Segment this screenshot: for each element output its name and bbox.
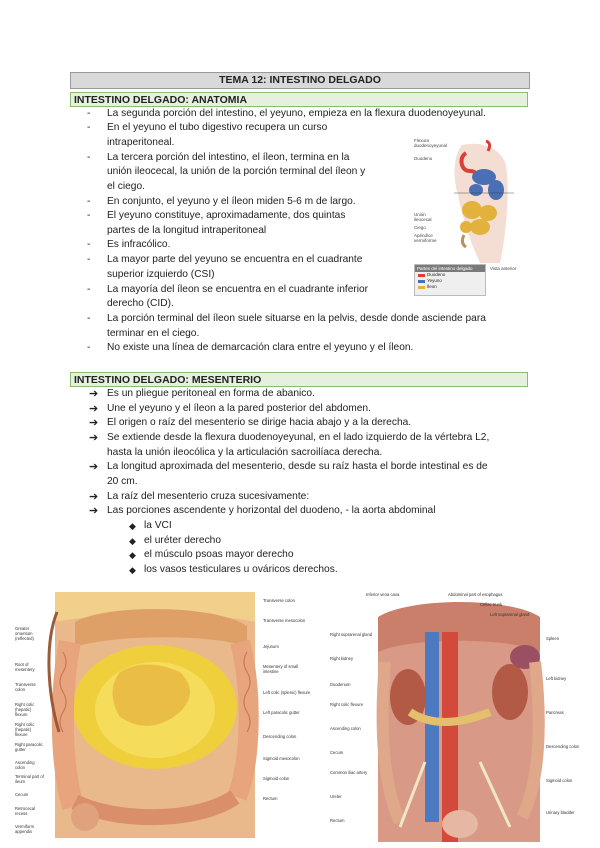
- illustration-label: Right kidney: [330, 656, 354, 661]
- illustration-label: Inferior vena cava: [366, 592, 400, 597]
- dash-bullet-icon: -: [87, 152, 91, 163]
- legend-item: Íleon: [415, 284, 485, 290]
- illustration-label: Left paracolic gutter: [263, 710, 300, 715]
- sub-list-item: ◆ el uréter derecho: [144, 534, 221, 548]
- illustration-label: Right colic flexure: [330, 702, 364, 707]
- list-item: ➔ Las porciones ascendente y horizontal del duodeno, - la aorta abdominal: [89, 505, 436, 517]
- legend-title: Partes del intestino delgado: [415, 265, 485, 272]
- section-heading-mesenterio: INTESTINO DELGADO: MESENTERIO: [70, 372, 528, 387]
- arrow-bullet-icon: ➔: [89, 491, 99, 503]
- illustration-label: Transverse colon: [263, 598, 295, 603]
- abdomen-illustration-left: [15, 592, 315, 838]
- illustration-label: Celiac trunk: [480, 602, 503, 607]
- abdomen-illustration-right: [330, 592, 592, 842]
- figure-label: Apéndice vermiforme: [414, 233, 437, 243]
- swatch-icon: [418, 286, 425, 289]
- illustration-label: Transverse mesocolon: [263, 618, 306, 623]
- list-item-continuation: partes de la longitud intraperitoneal: [107, 225, 267, 236]
- illustration-label: Sigmoid mesocolon: [263, 756, 300, 761]
- list-item: - Es infracólico.: [107, 238, 170, 252]
- dash-bullet-icon: -: [87, 122, 91, 133]
- illustration-label: Pancreas: [546, 710, 564, 715]
- arrow-bullet-icon: ➔: [89, 417, 99, 429]
- illustration-label: Transverse colon: [15, 682, 36, 692]
- list-item: - No existe una línea de demarcación clara entre el yeyuno y el íleon.: [107, 341, 413, 355]
- list-item: - La mayor parte del yeyuno se encuentra en el cuadrante: [107, 253, 362, 267]
- illustration-label: Greater omentum (reflected): [15, 626, 34, 641]
- illustration-label: Sigmoid colon: [263, 776, 290, 781]
- list-item: ➔ Se extiende desde la flexura duodenoyeyunal, en el lado izquierdo de la vértebra L2,: [89, 432, 490, 444]
- sub-list-item: ◆ el músculo psoas mayor derecho: [144, 548, 294, 562]
- illustration-label: Terminal part of ileum: [15, 774, 44, 784]
- list-item-continuation: terminar en el ciego.: [107, 328, 200, 339]
- illustration-label: Ascending colon: [15, 760, 35, 770]
- list-item: - En conjunto, el yeyuno y el íleon miden 5-6 m de largo.: [107, 195, 356, 209]
- arrow-bullet-icon: ➔: [89, 403, 99, 415]
- section-heading-anatomia: INTESTINO DELGADO: ANATOMIA: [70, 92, 528, 107]
- illustration-label: Right paracolic gutter: [15, 742, 43, 752]
- mesentery-illustration: [15, 592, 315, 838]
- diamond-bullet-icon: ◆: [129, 565, 136, 575]
- legend-item: Yeyuno: [415, 278, 485, 284]
- illustration-label: Right colic (hepatic) flexure: [15, 702, 35, 717]
- illustration-label: Root of mesentery: [15, 662, 35, 672]
- list-item: - El yeyuno constituye, aproximadamente, dos quintas: [107, 209, 345, 223]
- illustration-label: Urinary bladder: [546, 810, 575, 815]
- sub-list-item: ◆ los vasos testiculares u ováricos derechos.: [144, 563, 338, 577]
- illustration-label: Duodenum: [330, 682, 351, 687]
- figure-legend: [414, 264, 486, 296]
- illustration-label: Abdominal part of esophagus: [448, 592, 503, 597]
- illustration-label: Right suprarenal gland: [330, 632, 373, 637]
- illustration-label: Jejunum: [263, 644, 279, 649]
- illustration-label: Right colic (hepatic) flexure: [15, 722, 35, 737]
- list-item: ➔ Es un pliegue peritoneal en forma de abanico.: [89, 388, 315, 400]
- illustration-label: Spleen: [546, 636, 560, 641]
- list-item-continuation: intraperitoneal.: [107, 137, 175, 148]
- list-item: - La mayoría del íleon se encuentra en el cuadrante inferior: [107, 283, 368, 297]
- illustration-label: Left kidney: [546, 676, 567, 681]
- illustration-label: Retrocecal recess: [15, 806, 36, 816]
- legend-item: Duodeno: [415, 272, 485, 278]
- list-item: ➔ La raíz del mesenterio cruza sucesivamente:: [89, 491, 310, 503]
- illustration-label: Descending colon: [546, 744, 580, 749]
- swatch-icon: [418, 280, 425, 283]
- list-item: ➔ La longitud aproximada del mesenterio, desde su raíz hasta el borde intestinal es de: [89, 461, 488, 473]
- illustration-label: Left colic (splenic) flexure: [263, 690, 311, 695]
- illustration-label: Ureter: [330, 794, 342, 799]
- illustration-label: Descending colon: [263, 734, 297, 739]
- dash-bullet-icon: -: [87, 342, 91, 353]
- illustration-label: Vermiform appendix: [15, 824, 35, 834]
- list-item: - La tercera porción del intestino, el íleon, termina en la: [107, 151, 349, 165]
- list-item-continuation: unión ileocecal, la unión de la porción terminal del íleon y: [107, 166, 366, 177]
- list-item: - La segunda porción del intestino, el yeyuno, empieza en la flexura duodenoyeyunal.: [107, 107, 486, 121]
- dash-bullet-icon: -: [87, 239, 91, 250]
- figure-label: Flexura duodenoyeyunal: [414, 138, 448, 148]
- arrow-bullet-icon: ➔: [89, 461, 99, 473]
- arrow-bullet-icon: ➔: [89, 388, 99, 400]
- list-item-continuation: derecho (CID).: [107, 298, 174, 309]
- list-item-continuation: 20 cm.: [107, 476, 138, 487]
- figure-label: Ciego: [414, 225, 426, 230]
- document-title: TEMA 12: INTESTINO DELGADO: [70, 72, 530, 89]
- illustration-label: Rectum: [330, 818, 345, 823]
- list-item-continuation: hasta la unión ileocólica y la articulación sacroilíaca derecha.: [107, 447, 383, 458]
- dash-bullet-icon: -: [87, 196, 91, 207]
- illustration-label: Common iliac artery: [330, 770, 368, 775]
- illustration-label: Left suprarenal gland: [490, 612, 530, 617]
- list-item: - En el yeyuno el tubo digestivo recupera un curso: [107, 121, 327, 135]
- illustration-label: Sigmoid colon: [546, 778, 573, 783]
- list-item: - La porción terminal del íleon suele situarse en la pelvis, desde donde asciende para: [107, 312, 486, 326]
- dash-bullet-icon: -: [87, 254, 91, 265]
- dash-bullet-icon: -: [87, 210, 91, 221]
- diamond-bullet-icon: ◆: [129, 550, 136, 560]
- dash-bullet-icon: -: [87, 284, 91, 295]
- illustration-label: Ascending colon: [330, 726, 361, 731]
- list-item: ➔ Une el yeyuno y el íleon a la pared posterior del abdomen.: [89, 403, 371, 415]
- retroperitoneum-illustration: [330, 592, 592, 842]
- illustration-label: Cecum: [15, 792, 29, 797]
- figure-label: Vista anterior: [490, 266, 517, 271]
- arrow-bullet-icon: ➔: [89, 432, 99, 444]
- list-item: ➔ El origen o raíz del mesenterio se dirige hacia abajo y a la derecha.: [89, 417, 412, 429]
- list-item-continuation: superior izquierdo (CSI): [107, 269, 215, 280]
- illustration-label: Rectum: [263, 796, 278, 801]
- diamond-bullet-icon: ◆: [129, 521, 136, 531]
- figure-label: Duodeno: [414, 156, 433, 161]
- dash-bullet-icon: -: [87, 108, 91, 119]
- illustration-label: Mesentery of small intestine: [263, 664, 299, 674]
- arrow-bullet-icon: ➔: [89, 505, 99, 517]
- dash-bullet-icon: -: [87, 313, 91, 324]
- list-item-continuation: el ciego.: [107, 181, 145, 192]
- figure-label: Unión ileocecal: [414, 212, 432, 222]
- diamond-bullet-icon: ◆: [129, 536, 136, 546]
- swatch-icon: [418, 274, 425, 277]
- illustration-label: Cecum: [330, 750, 344, 755]
- sub-list-item: ◆ la VCI: [144, 519, 172, 533]
